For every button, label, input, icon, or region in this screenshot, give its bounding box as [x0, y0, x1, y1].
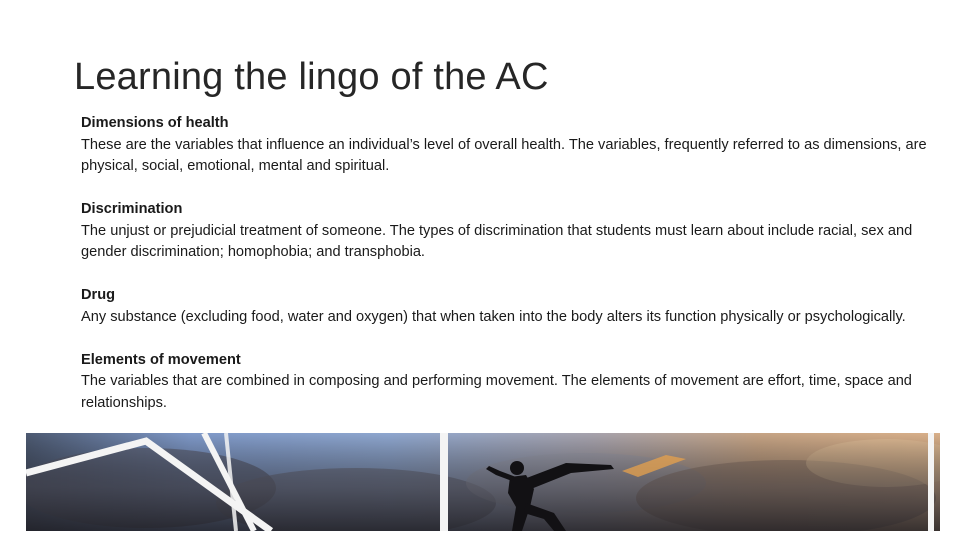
- sky-collage-image: [26, 433, 940, 531]
- term-definition: These are the variables that influence an individual’s level of overall health. The variables, frequently referred to as dimensions, are physical, social, emotional, mental and spiritual.: [81, 136, 927, 174]
- glossary-list: [81, 113, 931, 436]
- term-name: Dimensions of health: [81, 115, 229, 131]
- term-definition: The variables that are combined in composing and performing movement. The elements of movement are effort, time, space and relationships.: [81, 373, 912, 411]
- glossary-term: [81, 199, 931, 264]
- term-definition: The unjust or prejudicial treatment of someone. The types of discrimination that students must learn about include racial, sex and gender discrimination; homophobia; and transphobia.: [81, 222, 913, 260]
- glossary-term: [81, 285, 931, 328]
- glossary-term: [81, 350, 931, 415]
- slide-title: Learning the lingo of the AC: [74, 56, 549, 98]
- term-name: Discrimination: [81, 201, 183, 217]
- banner-image: [26, 433, 940, 531]
- term-name: Drug: [81, 287, 116, 303]
- glossary-term: [81, 113, 931, 178]
- term-name: Elements of movement: [81, 351, 241, 368]
- term-definition: Any substance (excluding food, water and oxygen) that when taken into the body alters its function physically or psychologically.: [81, 308, 906, 325]
